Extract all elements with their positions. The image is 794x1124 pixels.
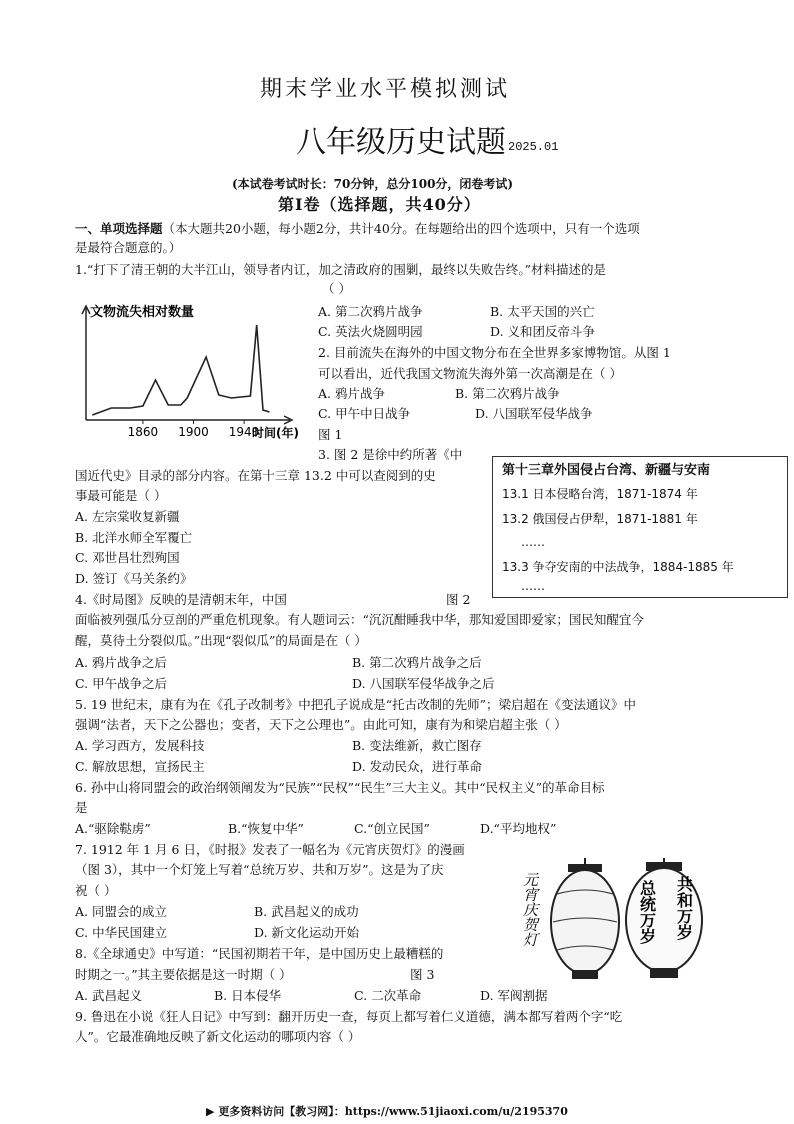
- exam-note: (本试卷考试时长：70分钟，总分100分，闭卷考试): [232, 177, 514, 191]
- x-tick-label: 1860: [127, 425, 159, 439]
- q3-line3: 事最可能是（ ）: [75, 488, 167, 503]
- q7-line3: 祝（ ）: [75, 883, 117, 898]
- q9-line2: 人”。它最准确地反映了新文化运动的哪项内容（ ）: [75, 1029, 361, 1044]
- q8-option-c: C. 二次革命: [354, 988, 422, 1003]
- q6-line2: 是: [75, 800, 88, 815]
- q8-line2: 时期之一。”其主要依据是这一时期（ ）: [75, 967, 292, 982]
- q6-option-a: A.“驱除鞑虏”: [75, 821, 151, 836]
- q7-line2: （图 3），其中一个灯笼上写着“总统万岁、共和万岁”。这是为了庆: [75, 862, 444, 877]
- figure2-toc-box: [492, 456, 788, 598]
- q6-option-c: C.“创立民国”: [354, 821, 430, 836]
- series-line: [92, 325, 269, 415]
- q2-option-c: C. 甲午中日战争: [318, 406, 411, 421]
- instructions-line1: 一、单项选择题（本大题共20小题，每小题2分，共计40分。在每题给出的四个选项中，只有一个选项: [75, 221, 640, 236]
- figure2-caption: 图 2: [446, 592, 471, 607]
- q2-line1: 2. 目前流失在海外的中国文物分布在全世界多家博物馆。从图 1: [318, 345, 671, 360]
- q4-line2: 面临被列强瓜分豆剖的严重危机现象。有人题词云：“沉沉酣睡我中华，那知爱国即爱家；国民知醒宜今: [75, 612, 644, 627]
- q5-option-a: A. 学习西方，发展科技: [75, 738, 205, 753]
- q2-line2: 可以看出，近代我国文物流失海外第一次高潮是在（ ）: [318, 366, 622, 381]
- q6-line1: 6. 孙中山将同盟会的政治纲领阐发为“民族”“民权”“民生”三大主义。其中“民权主义”的革命目标: [75, 780, 605, 795]
- q8-option-a: A. 武昌起义: [75, 988, 142, 1003]
- chart-ticks: [128, 420, 260, 439]
- exam-series-title: 期末学业水平模拟测试: [260, 77, 511, 102]
- q3-line2: 国近代史》目录的部分内容。在第十三章 13.2 中可以查阅到的史: [75, 468, 436, 483]
- q1-stem: 1.“打下了清王朝的大半江山，领导者内讧，加之清政府的围剿，最终以失败告终。”材料描述的是: [75, 262, 606, 277]
- chart-ylabel: 文物流失相对数量: [90, 305, 195, 320]
- flag-icon: ▶: [206, 1105, 215, 1118]
- q5-option-d: D. 发动民众，进行革命: [352, 759, 483, 774]
- toc-item-13-1: 13.1 日本侵略台湾，1871-1874 年: [502, 487, 698, 501]
- figure3-caption: 图 3: [410, 967, 435, 982]
- q4-option-a: A. 鸦片战争之后: [75, 655, 167, 670]
- q4-line1: 4.《时局图》反映的是清朝末年，中国: [75, 592, 287, 607]
- lantern-republic: [626, 858, 702, 978]
- q2-option-b: B. 第二次鸦片战争: [455, 386, 560, 401]
- chart-series: [92, 325, 269, 415]
- cartoon-title-handwriting: [520, 872, 540, 947]
- q9-line1: 9. 鲁迅在小说《狂人日记》中写到：翻开历史一查，每页上都写着仁义道德，满本都写着两个字“吃: [75, 1009, 623, 1024]
- q6-option-d: D.“平均地权”: [480, 821, 557, 836]
- q3-line1: 3. 图 2 是徐中约所著《中: [318, 447, 463, 462]
- q8-line1: 8.《全球通史》中写道：“民国初期若干年，是中国历史上最糟糕的: [75, 946, 444, 961]
- q8-option-d: D. 军阀割据: [480, 988, 548, 1003]
- q3-option-b: B. 北洋水师全军覆亡: [75, 530, 193, 545]
- q7-option-a: A. 同盟会的成立: [75, 904, 167, 919]
- q6-option-b: B.“恢复中华”: [228, 821, 304, 836]
- q8-option-b: B. 日本侵华: [214, 988, 282, 1003]
- figure1-line-chart: [74, 292, 310, 442]
- q1-option-c: C. 英法火烧圆明园: [318, 324, 423, 339]
- toc-ellipsis-1: ……: [521, 535, 545, 549]
- footer-link[interactable]: [206, 1105, 568, 1119]
- q1-option-d: D. 义和团反帝斗争: [490, 324, 596, 339]
- q1-blank: （ ）: [322, 281, 351, 296]
- exam-title: 八年级历史试题: [296, 125, 506, 160]
- footer-link-text: 更多资料访问【教习网】：https://www.51jiaoxi.com/u/2195370: [218, 1105, 568, 1118]
- lantern-text-republic: 共和万岁: [674, 876, 694, 940]
- q5-line1: 5. 19 世纪末，康有为在《孔子改制考》中把孔子说成是“托古改制的先师”；梁启超在《变法通议》中: [75, 697, 637, 712]
- q4-option-b: B. 第二次鸦片战争之后: [352, 655, 482, 670]
- lantern-text-president: 总统万岁: [637, 880, 657, 944]
- q7-option-b: B. 武昌起义的成功: [254, 904, 359, 919]
- q7-line1: 7. 1912 年 1 月 6 日，《时报》发表了一幅名为《元宵庆贺灯》的漫画: [75, 842, 465, 857]
- figure1-caption: 图 1: [318, 427, 343, 442]
- q5-option-c: C. 解放思想，宣扬民主: [75, 759, 205, 774]
- q3-option-c: C. 邓世昌壮烈殉国: [75, 550, 180, 565]
- q2-option-a: A. 鸦片战争: [318, 386, 385, 401]
- instructions-line2: 是最符合题意的。）: [75, 240, 182, 255]
- q7-option-c: C. 中华民国建立: [75, 925, 168, 940]
- toc-item-13-3: 13.3 争夺安南的中法战争，1884-1885 年: [502, 560, 734, 574]
- x-tick-label: 1940: [228, 425, 260, 439]
- exam-date: 2025.01: [508, 140, 559, 154]
- q5-option-b: B. 变法维新，救亡图存: [352, 738, 482, 753]
- x-tick-label: 1900: [178, 425, 209, 439]
- q1-option-b: B. 太平天国的兴亡: [490, 304, 595, 319]
- q4-option-c: C. 甲午战争之后: [75, 676, 168, 691]
- toc-ellipsis-2: ……: [521, 579, 545, 593]
- section-title: 第Ⅰ卷（选择题，共40分）: [278, 195, 481, 214]
- toc-heading: 第十三章外国侵占台湾、新疆与安南: [502, 463, 711, 478]
- lantern-president: [551, 858, 619, 979]
- q7-option-d: D. 新文化运动开始: [254, 925, 360, 940]
- q3-option-d: D. 签订《马关条约》: [75, 571, 193, 586]
- q3-option-a: A. 左宗棠收复新疆: [75, 509, 180, 524]
- q4-option-d: D. 八国联军侵华战争之后: [352, 676, 495, 691]
- figure3-lantern-cartoon: [516, 858, 724, 984]
- q5-line2: 强调“法者，天下之公器也；变者，天下之公理也”。由此可知，康有为和梁启超主张（ ）: [75, 717, 567, 732]
- svg-text:元宵庆贺灯: 元宵庆贺灯: [521, 872, 539, 947]
- chart-xlabel: 时间(年): [252, 426, 299, 440]
- toc-item-13-2: 13.2 俄国侵占伊犁，1871-1881 年: [502, 512, 698, 526]
- q4-line3: 醒，莫待土分裂似瓜。”出现“裂似瓜”的局面是在（ ）: [75, 633, 367, 648]
- q2-option-d: D. 八国联军侵华战争: [475, 406, 593, 421]
- q1-option-a: A. 第二次鸦片战争: [318, 304, 423, 319]
- chart-axes: [82, 306, 292, 424]
